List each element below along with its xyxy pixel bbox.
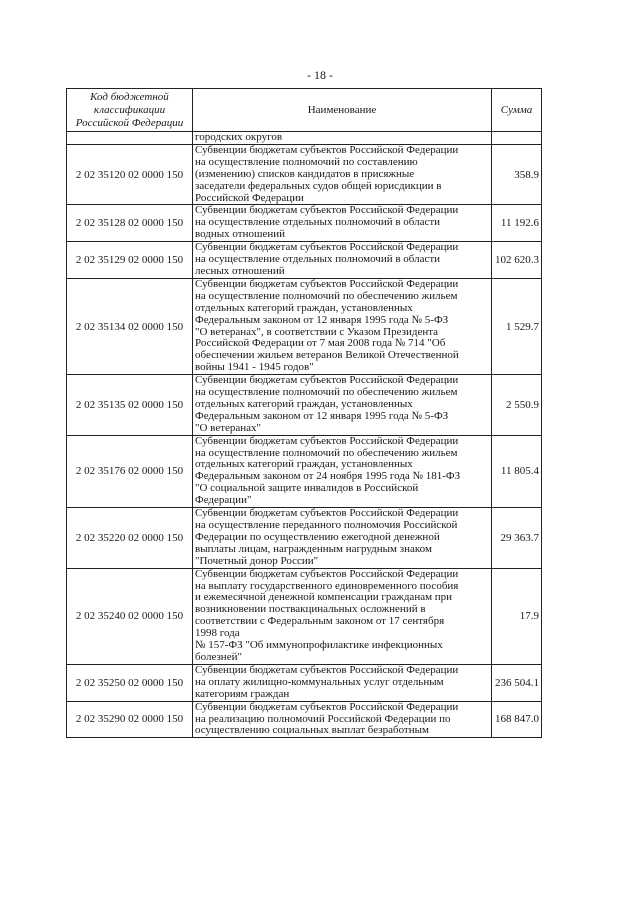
item-name-line: лесных отношений — [195, 265, 285, 277]
page-number: - 18 - — [307, 68, 333, 82]
item-name-line: войны 1941 - 1945 годов" — [195, 362, 314, 374]
item-amount: 2 550.9 — [492, 375, 542, 436]
item-name-line: выплаты лицам, награжденным нагрудным знаком — [195, 543, 432, 555]
table-row — [67, 701, 542, 738]
item-amount: 358.9 — [492, 144, 542, 205]
item-name-line: (изменению) списков кандидатов в присяжные — [195, 168, 415, 180]
budget-code: 2 02 35250 02 0000 150 — [67, 664, 193, 701]
item-name-line: обеспечении жильем ветеранов Великой Отечественной — [195, 350, 459, 362]
item-name-line: Субвенции бюджетам субъектов Российской Федерации — [195, 435, 459, 447]
item-name — [193, 375, 492, 436]
budget-code — [67, 132, 193, 145]
item-amount: 236 504.1 — [492, 664, 542, 701]
item-name-line: заседатели федеральных судов общей юрисдикции в — [195, 180, 442, 192]
item-name-line: "О ветеранах", в соответствии с Указом Президента — [195, 326, 439, 338]
item-amount: 1 529.7 — [492, 278, 542, 374]
item-name-line: "Почетный донор России" — [195, 555, 319, 567]
header-code: Код бюджетной классификации Российской Федерации — [67, 89, 193, 132]
budget-code: 2 02 35240 02 0000 150 — [67, 568, 193, 664]
item-name-line: городских округов — [195, 132, 283, 143]
table-header-row — [67, 89, 542, 132]
table-row — [67, 508, 542, 569]
item-name-line: соответствии с Федеральным законом от 17 сентября — [195, 616, 445, 628]
table-row — [67, 205, 542, 242]
budget-code: 2 02 35120 02 0000 150 — [67, 144, 193, 205]
item-amount: 17.9 — [492, 568, 542, 664]
item-name-line: Субвенции бюджетам субъектов Российской Федерации — [195, 242, 459, 254]
budget-code: 2 02 35176 02 0000 150 — [67, 435, 193, 507]
item-amount: 11 805.4 — [492, 435, 542, 507]
item-name-line: на осуществление отдельных полномочий в области — [195, 217, 441, 229]
item-name-line: болезней" — [195, 651, 242, 663]
item-amount: 29 363.7 — [492, 508, 542, 569]
item-name — [193, 664, 492, 701]
table-row — [67, 435, 542, 507]
item-name-line: возникновении поствакцинальных осложнений в — [195, 604, 426, 616]
budget-code: 2 02 35220 02 0000 150 — [67, 508, 193, 569]
item-name-line: 1998 года — [195, 628, 240, 640]
item-name-line: на осуществление отдельных полномочий в области — [195, 254, 441, 266]
item-name-line: Субвенции бюджетам субъектов Российской Федерации — [195, 205, 459, 217]
item-name-line: Российской Федерации от 7 мая 2008 года № 714 "Об — [195, 338, 446, 350]
item-name-line: Субвенции бюджетам субъектов Российской Федерации — [195, 144, 459, 156]
table-row — [67, 278, 542, 374]
item-amount: 102 620.3 — [492, 242, 542, 279]
item-name-line: Субвенции бюджетам субъектов Российской Федерации — [195, 701, 459, 713]
table-row — [67, 375, 542, 436]
item-name-line: Федеральным законом от 12 января 1995 года № 5-ФЗ — [195, 314, 449, 326]
item-name-line: № 157-ФЗ "Об иммунопрофилактике инфекционных — [195, 640, 443, 652]
item-name-line: "О ветеранах" — [195, 422, 262, 434]
item-name — [193, 435, 492, 507]
item-name — [193, 278, 492, 374]
item-name-line: Российской Федерации — [195, 192, 304, 204]
item-name — [193, 144, 492, 205]
item-name-line: категориям граждан — [195, 688, 290, 700]
item-name-line: отдельных категорий граждан, установленных — [195, 302, 413, 314]
budget-table — [66, 88, 542, 738]
table-row — [67, 664, 542, 701]
item-amount: 168 847.0 — [492, 701, 542, 738]
table-row — [67, 132, 542, 145]
item-name-line: Федеральным законом от 12 января 1995 года № 5-ФЗ — [195, 410, 449, 422]
item-name-line: отдельных категорий граждан, установленных — [195, 398, 413, 410]
header-amount: Сумма — [492, 89, 542, 132]
item-name-line: осуществлению социальных выплат безработным — [195, 725, 429, 737]
item-name-line: Субвенции бюджетам субъектов Российской Федерации — [195, 664, 459, 676]
item-name-line: водных отношений — [195, 229, 285, 241]
item-name-line: "О социальной защите инвалидов в Российской — [195, 483, 419, 495]
item-name-line: Федерации" — [195, 495, 252, 507]
budget-code: 2 02 35290 02 0000 150 — [67, 701, 193, 738]
item-name — [193, 132, 492, 145]
item-name — [193, 508, 492, 569]
item-name-line: Субвенции бюджетам субъектов Российской Федерации — [195, 568, 459, 580]
item-name-line: и ежемесячной денежной компенсации гражданам при — [195, 592, 453, 604]
item-name — [193, 568, 492, 664]
item-name-line: на осуществление переданного полномочия Российской — [195, 520, 458, 531]
budget-code: 2 02 35129 02 0000 150 — [67, 242, 193, 279]
table-row — [67, 144, 542, 205]
budget-code: 2 02 35135 02 0000 150 — [67, 375, 193, 436]
item-name-line: Субвенции бюджетам субъектов Российской Федерации — [195, 375, 459, 387]
item-name-line: Субвенции бюджетам субъектов Российской Федерации — [195, 508, 459, 520]
item-name-line: на выплату государственного единовременного пособия — [195, 580, 459, 592]
item-name-line: Федеральным законом от 24 ноября 1995 года № 181-ФЗ — [195, 471, 461, 483]
item-name — [193, 205, 492, 242]
budget-code: 2 02 35134 02 0000 150 — [67, 278, 193, 374]
item-name-line: на оплату жилищно-коммунальных услуг отдельным — [195, 676, 444, 688]
item-name-line: на осуществление полномочий по составлению — [195, 156, 418, 168]
item-name — [193, 242, 492, 279]
item-name-line: Субвенции бюджетам субъектов Российской Федерации — [195, 278, 459, 290]
item-name-line: на реализацию полномочий Российской Федерации по — [195, 713, 451, 725]
item-name — [193, 701, 492, 738]
item-name-line: Федерации по осуществлению ежегодной денежной — [195, 531, 440, 543]
item-amount — [492, 132, 542, 145]
item-name-line: на осуществление полномочий по обеспечению жильем — [195, 447, 458, 459]
item-name-line: на осуществление полномочий по обеспечению жильем — [195, 387, 458, 399]
table-row — [67, 568, 542, 664]
table-row — [67, 242, 542, 279]
item-name-line: на осуществление полномочий по обеспечению жильем — [195, 290, 458, 302]
item-amount: 11 192.6 — [492, 205, 542, 242]
budget-code: 2 02 35128 02 0000 150 — [67, 205, 193, 242]
item-name-line: отдельных категорий граждан, установленных — [195, 459, 413, 471]
header-name: Наименование — [193, 89, 492, 132]
